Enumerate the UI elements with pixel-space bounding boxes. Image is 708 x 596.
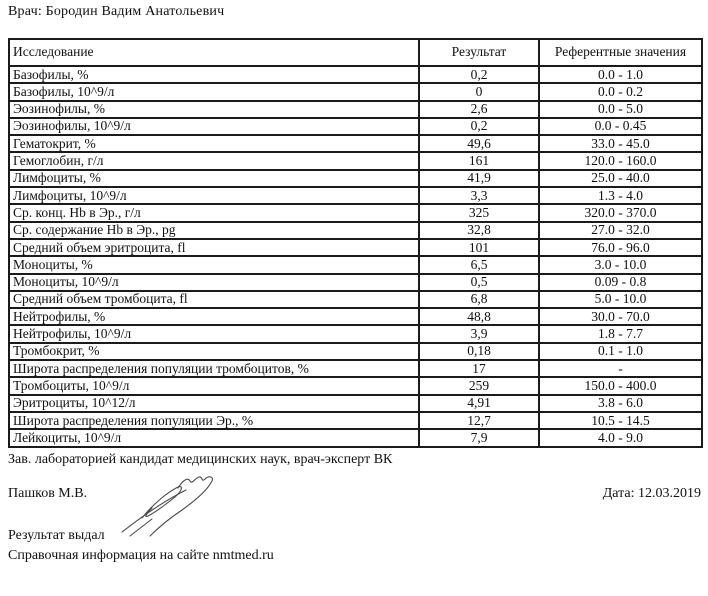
reference-cell: - — [539, 360, 702, 377]
signer-name: Пашков М.В. — [8, 486, 88, 501]
test-name-cell: Эозинофилы, 10^9/л — [9, 118, 419, 135]
result-cell: 6,8 — [419, 291, 539, 308]
result-cell: 49,6 — [419, 135, 539, 152]
result-cell: 259 — [419, 377, 539, 394]
test-name-cell: Лейкоциты, 10^9/л — [9, 429, 419, 446]
result-cell: 3,9 — [419, 325, 539, 342]
test-name-cell: Моноциты, 10^9/л — [9, 274, 419, 291]
reference-cell: 33.0 - 45.0 — [539, 135, 702, 152]
table-row — [9, 66, 702, 83]
result-cell: 6,5 — [419, 256, 539, 273]
table-row — [9, 291, 702, 308]
reference-cell: 0.0 - 1.0 — [539, 66, 702, 83]
test-name-cell: Средний объем эритроцита, fl — [9, 239, 419, 256]
table-row — [9, 204, 702, 221]
table-row — [9, 308, 702, 325]
test-name-cell: Базофилы, % — [9, 66, 419, 83]
test-name-cell: Широта распределения популяции Эр., % — [9, 412, 419, 429]
table-row — [9, 325, 702, 342]
signature-scribble — [112, 470, 244, 543]
reference-cell: 3.0 - 10.0 — [539, 256, 702, 273]
table-row — [9, 222, 702, 239]
reference-cell: 120.0 - 160.0 — [539, 152, 702, 169]
reference-cell: 27.0 - 32.0 — [539, 222, 702, 239]
table-row — [9, 377, 702, 394]
result-cell: 3,3 — [419, 187, 539, 204]
column-header-result: Результат — [419, 39, 539, 66]
table-row — [9, 412, 702, 429]
test-name-cell: Лимфоциты, 10^9/л — [9, 187, 419, 204]
test-name-cell: Широта распределения популяции тромбоцитов, % — [9, 360, 419, 377]
result-cell: 12,7 — [419, 412, 539, 429]
date-line: Дата: 12.03.2019 — [602, 486, 701, 501]
test-name-cell: Лимфоциты, % — [9, 170, 419, 187]
results-table — [8, 38, 703, 448]
result-cell: 7,9 — [419, 429, 539, 446]
doctor-line: Врач: Бородин Вадим Анатольевич — [8, 4, 225, 19]
signature-icon — [112, 470, 244, 538]
table-row — [9, 360, 702, 377]
result-cell: 48,8 — [419, 308, 539, 325]
table-row — [9, 187, 702, 204]
test-name-cell: Тромбокрит, % — [9, 343, 419, 360]
reference-cell: 3.8 - 6.0 — [539, 395, 702, 412]
lab-head-title-line: Зав. лабораторией кандидат медицинских наук, врач-эксперт ВК — [8, 452, 393, 467]
table-row — [9, 170, 702, 187]
reference-cell: 76.0 - 96.0 — [539, 239, 702, 256]
table-row — [9, 274, 702, 291]
test-name-cell: Ср. конц. Hb в Эр., г/л — [9, 204, 419, 221]
table-row — [9, 101, 702, 118]
test-name-cell: Гематокрит, % — [9, 135, 419, 152]
result-cell: 2,6 — [419, 101, 539, 118]
test-name-cell: Гемоглобин, г/л — [9, 152, 419, 169]
table-row — [9, 239, 702, 256]
reference-cell: 320.0 - 370.0 — [539, 204, 702, 221]
reference-cell: 25.0 - 40.0 — [539, 170, 702, 187]
table-row — [9, 83, 702, 100]
result-issued-line: Результат выдал — [8, 528, 105, 543]
reference-cell: 0.0 - 0.45 — [539, 118, 702, 135]
result-cell: 0 — [419, 83, 539, 100]
reference-cell: 0.09 - 0.8 — [539, 274, 702, 291]
reference-cell: 5.0 - 10.0 — [539, 291, 702, 308]
result-cell: 32,8 — [419, 222, 539, 239]
table-row — [9, 118, 702, 135]
table-row — [9, 152, 702, 169]
reference-cell: 0.0 - 5.0 — [539, 101, 702, 118]
reference-cell: 1.3 - 4.0 — [539, 187, 702, 204]
reference-cell: 150.0 - 400.0 — [539, 377, 702, 394]
test-name-cell: Ср. содержание Hb в Эр., pg — [9, 222, 419, 239]
test-name-cell: Нейтрофилы, 10^9/л — [9, 325, 419, 342]
result-cell: 41,9 — [419, 170, 539, 187]
reference-cell: 4.0 - 9.0 — [539, 429, 702, 446]
result-cell: 17 — [419, 360, 539, 377]
result-cell: 0,5 — [419, 274, 539, 291]
result-cell: 0,18 — [419, 343, 539, 360]
table-row — [9, 256, 702, 273]
result-cell: 0,2 — [419, 66, 539, 83]
result-cell: 4,91 — [419, 395, 539, 412]
reference-cell: 30.0 - 70.0 — [539, 308, 702, 325]
test-name-cell: Моноциты, % — [9, 256, 419, 273]
reference-cell: 1.8 - 7.7 — [539, 325, 702, 342]
test-name-cell: Эозинофилы, % — [9, 101, 419, 118]
result-cell: 101 — [419, 239, 539, 256]
results-table-body — [9, 66, 702, 447]
result-cell: 161 — [419, 152, 539, 169]
test-name-cell: Эритроциты, 10^12/л — [9, 395, 419, 412]
column-header-reference: Референтные значения — [539, 39, 702, 66]
table-row — [9, 429, 702, 446]
test-name-cell: Базофилы, 10^9/л — [9, 83, 419, 100]
result-cell: 325 — [419, 204, 539, 221]
test-name-cell: Нейтрофилы, % — [9, 308, 419, 325]
results-table-header-row — [9, 39, 702, 66]
reference-cell: 0.0 - 0.2 — [539, 83, 702, 100]
table-row — [9, 343, 702, 360]
result-cell: 0,2 — [419, 118, 539, 135]
reference-cell: 0.1 - 1.0 — [539, 343, 702, 360]
column-header-test-name: Исследование — [9, 39, 419, 66]
reference-info-line: Справочная информация на сайте nmtmed.ru — [8, 548, 274, 563]
test-name-cell: Тромбоциты, 10^9/л — [9, 377, 419, 394]
reference-cell: 10.5 - 14.5 — [539, 412, 702, 429]
test-name-cell: Средний объем тромбоцита, fl — [9, 291, 419, 308]
table-row — [9, 135, 702, 152]
table-row — [9, 395, 702, 412]
